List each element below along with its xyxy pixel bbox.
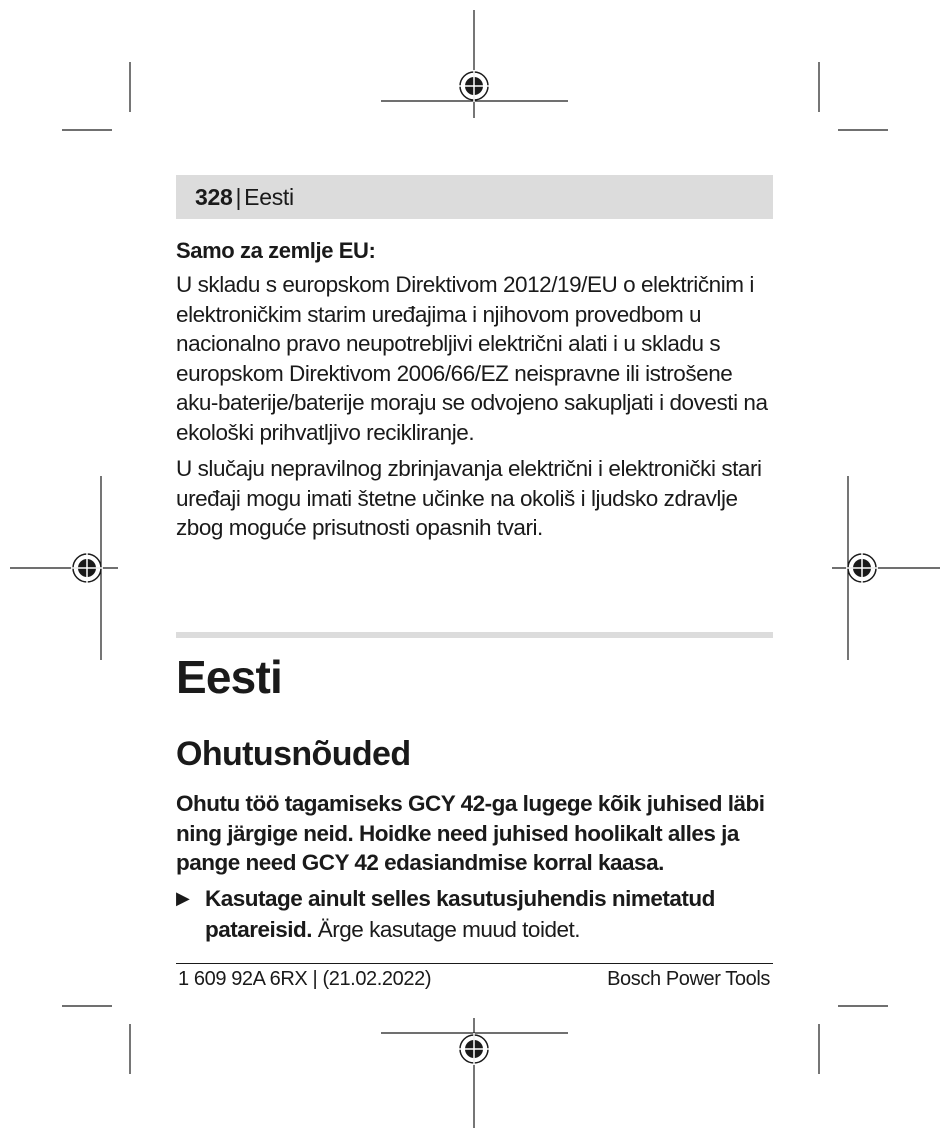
registration-mark-top bbox=[458, 70, 490, 102]
bullet-bold-text: Kasutage ainult selles kasutusjuhendis nimetatud patareisid. bbox=[205, 886, 715, 942]
header-text bbox=[195, 185, 294, 209]
page-number: 328 bbox=[195, 184, 233, 210]
page-header bbox=[176, 175, 773, 219]
footer-brand: Bosch Power Tools bbox=[607, 968, 770, 990]
bullet-normal-text: Ärge kasutage muud toidet. bbox=[312, 917, 580, 942]
registration-mark-bottom bbox=[458, 1033, 490, 1065]
triangle-bullet-icon: ▶ bbox=[176, 888, 190, 908]
safety-intro: Ohutu töö tagamiseks GCY 42-ga lugege kõik juhised läbi ning järgige neid. Hoidke need juhised hoolikalt alles ja pange need GCY 42 edasiandmise korral kaasa. bbox=[176, 791, 765, 875]
eu-heading: Samo za zemlje EU: bbox=[176, 238, 376, 263]
footer-rule bbox=[176, 963, 773, 964]
header-separator: | bbox=[235, 184, 242, 210]
footer-doc-id: 1 609 92A 6RX | (21.02.2022) bbox=[178, 968, 432, 990]
registration-mark-right bbox=[846, 552, 878, 584]
section-divider bbox=[176, 632, 773, 638]
section-title: Eesti bbox=[176, 651, 282, 703]
eu-paragraph-1: U skladu s europskom Direktivom 2012/19/EU o električnim i elektroničkim starim uređajima i njihovom provedbom u nacionalno pravo neupotrebljivi električni alati i u skladu s europskom Direktivom 2006/66/EZ neispravne ili istrošene aku-baterije/baterije moraju se odvojeno sakupljati i dovesti na ekološki prihvatljivo recikliranje. bbox=[176, 272, 768, 445]
registration-mark-left bbox=[71, 552, 103, 584]
header-language: Eesti bbox=[244, 184, 294, 210]
bullet-item bbox=[176, 883, 776, 945]
bullet-text bbox=[176, 883, 776, 945]
eu-paragraph-2: U slučaju nepravilnog zbrinjavanja električni i elektronički stari uređaji mogu imati štetne učinke na okoliš i ljudsko zdravlje zbog moguće prisutnosti opasnih tvari. bbox=[176, 456, 762, 540]
sub-title: Ohutusnõuded bbox=[176, 735, 411, 773]
